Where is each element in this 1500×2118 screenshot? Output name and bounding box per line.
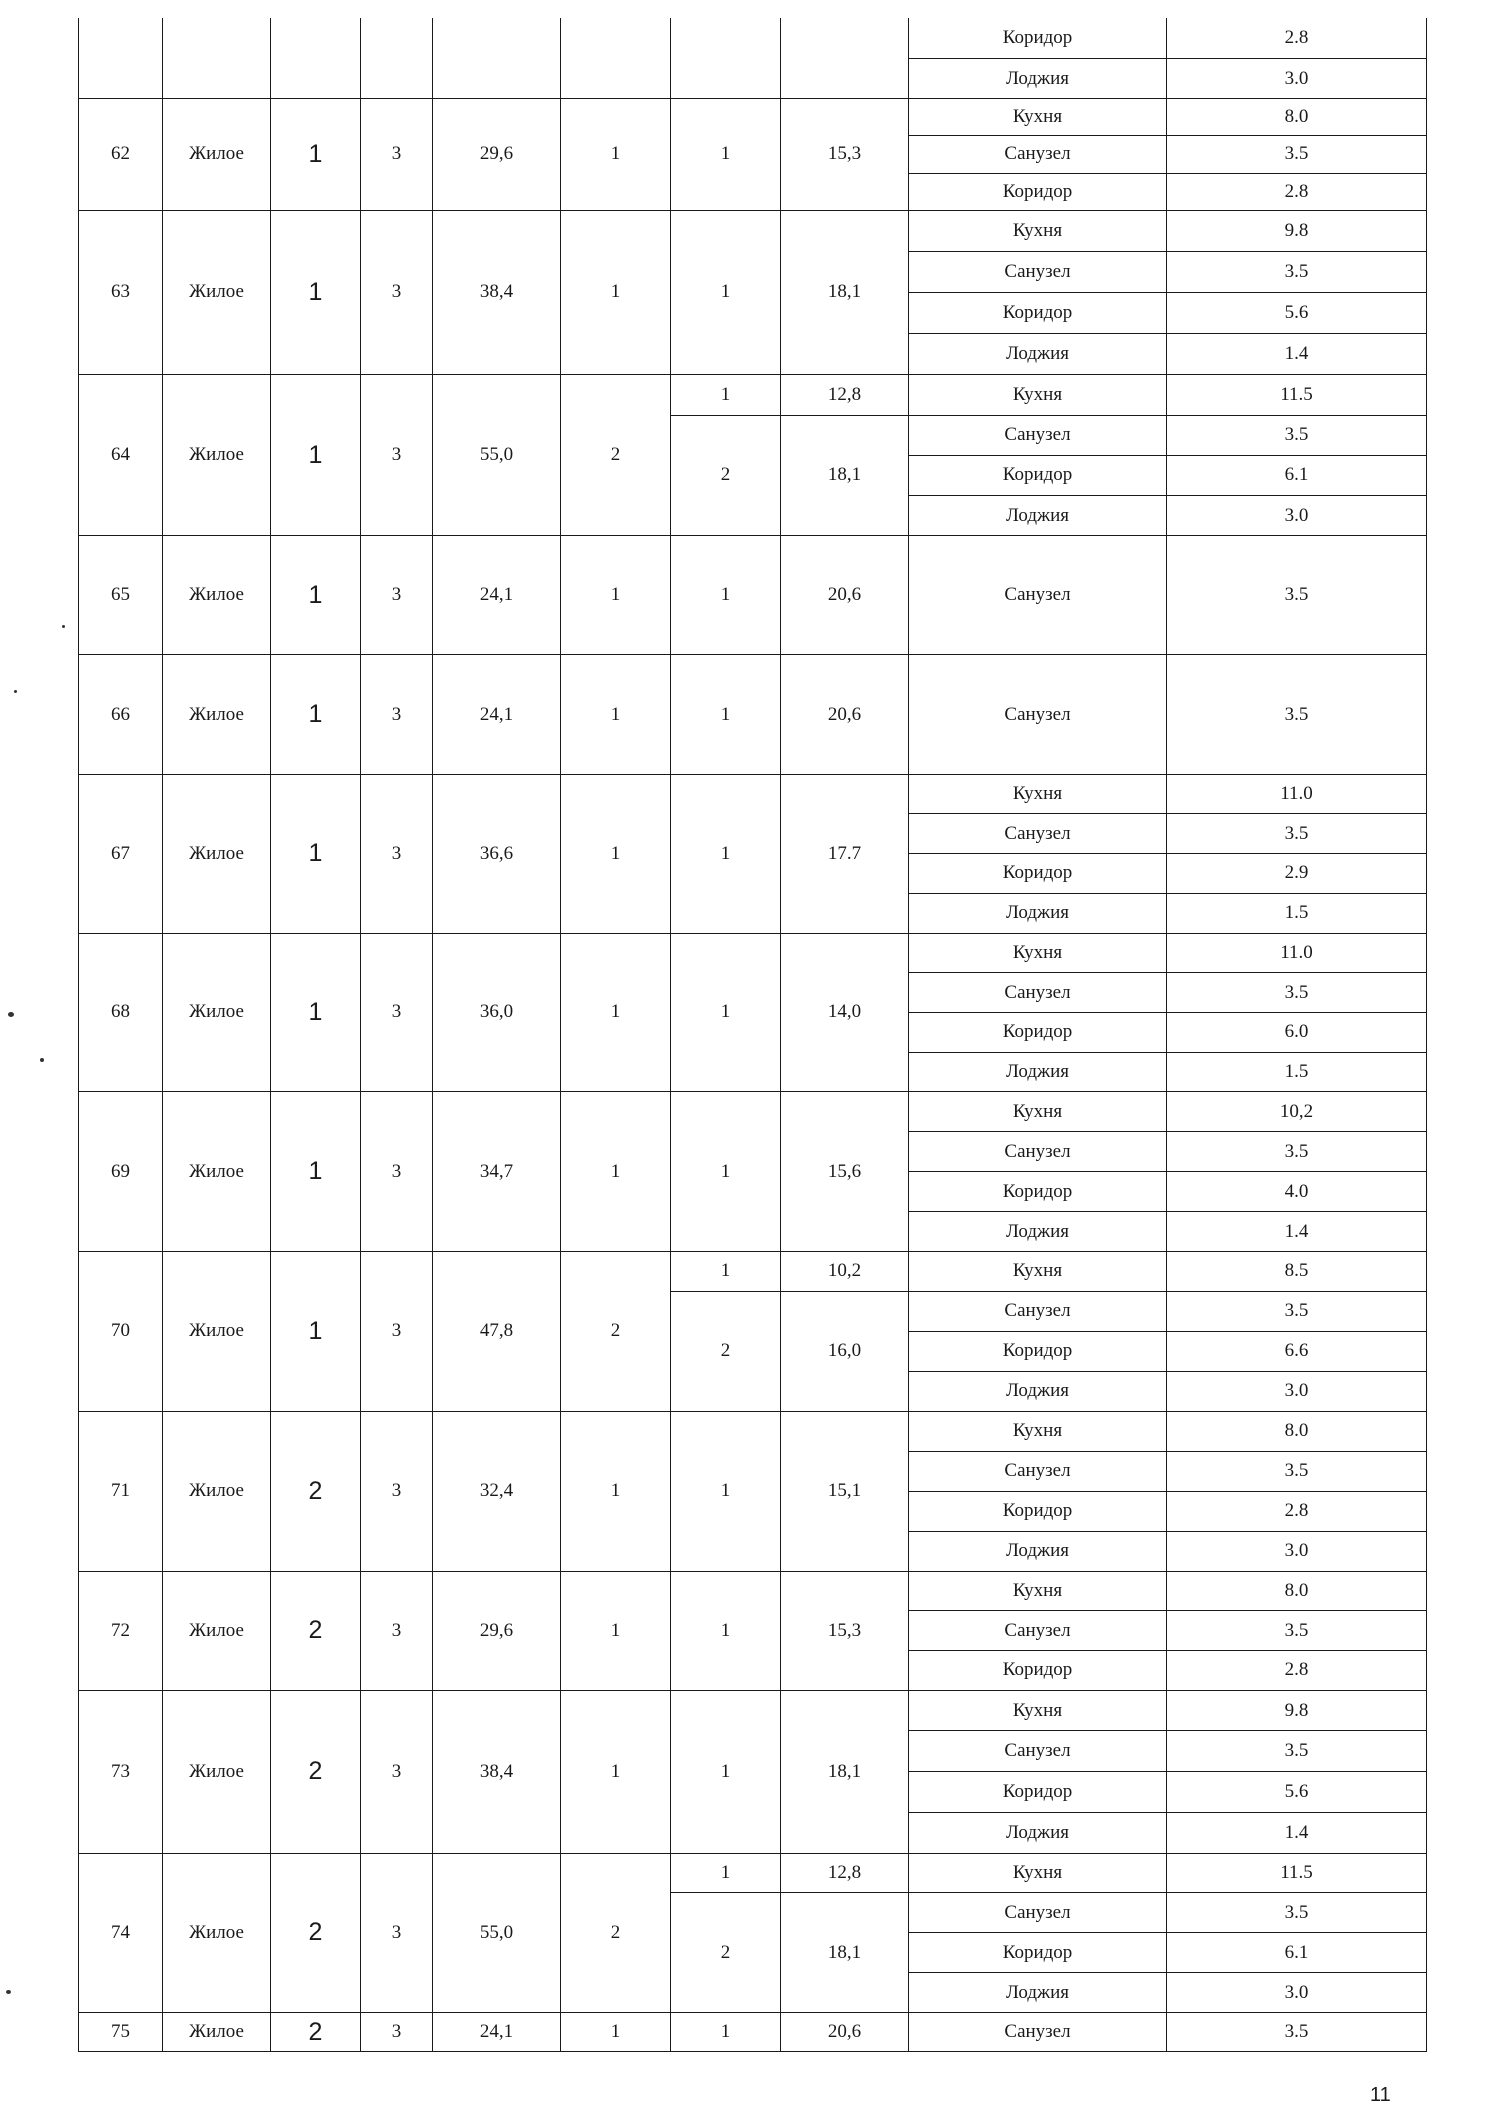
aux-room-name: Кухня <box>909 1252 1167 1292</box>
aux-room-area: 6.1 <box>1167 1933 1427 1973</box>
aux-room-area: 8.0 <box>1167 1571 1427 1611</box>
floor-number: 1 <box>271 655 361 774</box>
living-room-number: 1 <box>671 1853 781 1893</box>
rooms-count: 1 <box>561 99 671 210</box>
total-area: 32,4 <box>433 1411 561 1571</box>
empty-cell <box>671 18 781 99</box>
aux-room-name: Санузел <box>909 973 1167 1013</box>
premises-type: Жилое <box>163 655 271 774</box>
column-4-value: 3 <box>361 2013 433 2052</box>
apartment-number: 65 <box>79 536 163 655</box>
aux-room-name: Кухня <box>909 933 1167 973</box>
apartment-table-sheet <box>78 18 1426 2052</box>
aux-room-name: Коридор <box>909 854 1167 894</box>
aux-room-area: 3.5 <box>1167 251 1427 292</box>
rooms-count: 1 <box>561 1571 671 1690</box>
total-area: 38,4 <box>433 210 561 375</box>
living-room-number: 1 <box>671 1411 781 1571</box>
aux-room-name: Кухня <box>909 1092 1167 1132</box>
aux-room-name: Коридор <box>909 18 1167 58</box>
premises-type: Жилое <box>163 1252 271 1412</box>
apartment-number: 62 <box>79 99 163 210</box>
apartment-number: 75 <box>79 2013 163 2052</box>
total-area: 55,0 <box>433 1853 561 2013</box>
premises-type: Жилое <box>163 1411 271 1571</box>
aux-room-area: 11.0 <box>1167 774 1427 814</box>
aux-room-name: Санузел <box>909 251 1167 292</box>
living-room-number: 2 <box>671 415 781 536</box>
aux-room-name: Коридор <box>909 455 1167 495</box>
column-4-value: 3 <box>361 375 433 536</box>
apartment-number: 68 <box>79 933 163 1092</box>
aux-room-area: 3.5 <box>1167 1291 1427 1331</box>
aux-room-area: 6.6 <box>1167 1331 1427 1371</box>
aux-room-name: Лоджия <box>909 893 1167 933</box>
floor-number: 1 <box>271 933 361 1092</box>
aux-room-name: Санузел <box>909 415 1167 455</box>
table-row <box>79 1571 1427 1611</box>
aux-room-area: 3.5 <box>1167 1611 1427 1651</box>
total-area: 24,1 <box>433 536 561 655</box>
aux-room-name: Санузел <box>909 536 1167 655</box>
apartment-number: 67 <box>79 774 163 933</box>
aux-room-name: Коридор <box>909 1012 1167 1052</box>
page-number: 11 <box>1370 2084 1391 2106</box>
table-row <box>79 1411 1427 1451</box>
aux-room-area: 3.0 <box>1167 1371 1427 1411</box>
empty-cell <box>781 18 909 99</box>
floor-number: 1 <box>271 1252 361 1412</box>
rooms-count: 1 <box>561 1092 671 1252</box>
living-room-number: 1 <box>671 2013 781 2052</box>
living-room-area: 18,1 <box>781 1690 909 1853</box>
aux-room-name: Коридор <box>909 1331 1167 1371</box>
premises-type: Жилое <box>163 2013 271 2052</box>
scan-speck <box>8 1012 14 1017</box>
floor-number: 2 <box>271 1411 361 1571</box>
aux-room-area: 6.0 <box>1167 1012 1427 1052</box>
apartment-number: 69 <box>79 1092 163 1252</box>
living-room-area: 12,8 <box>781 1853 909 1893</box>
aux-room-name: Санузел <box>909 655 1167 774</box>
living-room-number: 1 <box>671 210 781 375</box>
aux-room-area: 3.5 <box>1167 136 1427 173</box>
aux-room-area: 3.5 <box>1167 655 1427 774</box>
aux-room-area: 2.8 <box>1167 18 1427 58</box>
floor-number: 2 <box>271 1571 361 1690</box>
table-row <box>79 774 1427 814</box>
apartment-number: 63 <box>79 210 163 375</box>
table-row <box>79 1252 1427 1292</box>
living-room-area: 17.7 <box>781 774 909 933</box>
premises-type: Жилое <box>163 1853 271 2013</box>
aux-room-area: 5.6 <box>1167 292 1427 333</box>
table-row <box>79 536 1427 655</box>
premises-type: Жилое <box>163 210 271 375</box>
empty-cell <box>79 18 163 99</box>
aux-room-name: Лоджия <box>909 1212 1167 1252</box>
aux-room-area: 10,2 <box>1167 1092 1427 1132</box>
apartment-number: 71 <box>79 1411 163 1571</box>
apartment-number: 64 <box>79 375 163 536</box>
living-room-number: 2 <box>671 1291 781 1411</box>
rooms-count: 2 <box>561 1252 671 1412</box>
table-row <box>79 1853 1427 1893</box>
living-room-area: 14,0 <box>781 933 909 1092</box>
column-4-value: 3 <box>361 1252 433 1412</box>
rooms-count: 1 <box>561 774 671 933</box>
aux-room-name: Лоджия <box>909 58 1167 98</box>
living-room-number: 1 <box>671 774 781 933</box>
total-area: 29,6 <box>433 1571 561 1690</box>
living-room-area: 15,6 <box>781 1092 909 1252</box>
floor-number: 1 <box>271 210 361 375</box>
living-room-number: 1 <box>671 1690 781 1853</box>
aux-room-name: Коридор <box>909 1933 1167 1973</box>
aux-room-name: Коридор <box>909 292 1167 333</box>
aux-room-name: Санузел <box>909 1291 1167 1331</box>
aux-room-name: Кухня <box>909 774 1167 814</box>
aux-room-name: Кухня <box>909 1571 1167 1611</box>
premises-type: Жилое <box>163 99 271 210</box>
aux-room-area: 1.4 <box>1167 1212 1427 1252</box>
living-room-area: 10,2 <box>781 1252 909 1292</box>
table-row <box>79 18 1427 58</box>
aux-room-name: Санузел <box>909 1132 1167 1172</box>
aux-room-area: 2.8 <box>1167 173 1427 210</box>
aux-room-name: Кухня <box>909 210 1167 251</box>
floor-number: 1 <box>271 375 361 536</box>
table-row <box>79 933 1427 973</box>
aux-room-name: Коридор <box>909 1172 1167 1212</box>
empty-cell <box>561 18 671 99</box>
column-4-value: 3 <box>361 1571 433 1690</box>
aux-room-area: 1.4 <box>1167 1812 1427 1853</box>
premises-type: Жилое <box>163 1690 271 1853</box>
aux-room-name: Кухня <box>909 1411 1167 1451</box>
empty-cell <box>433 18 561 99</box>
aux-room-area: 3.0 <box>1167 1973 1427 2013</box>
aux-room-area: 8.0 <box>1167 1411 1427 1451</box>
apartment-number: 70 <box>79 1252 163 1412</box>
floor-number: 2 <box>271 1853 361 2013</box>
rooms-count: 1 <box>561 655 671 774</box>
living-room-area: 20,6 <box>781 655 909 774</box>
column-4-value: 3 <box>361 1690 433 1853</box>
aux-room-area: 2.9 <box>1167 854 1427 894</box>
scan-speck <box>6 1990 11 1994</box>
living-room-number: 1 <box>671 375 781 415</box>
aux-room-area: 11.0 <box>1167 933 1427 973</box>
living-room-number: 1 <box>671 655 781 774</box>
aux-room-area: 1.5 <box>1167 1052 1427 1092</box>
aux-room-name: Кухня <box>909 375 1167 415</box>
living-room-area: 20,6 <box>781 536 909 655</box>
aux-room-name: Коридор <box>909 1772 1167 1813</box>
aux-room-name: Коридор <box>909 1491 1167 1531</box>
column-4-value: 3 <box>361 99 433 210</box>
rooms-count: 1 <box>561 210 671 375</box>
floor-number: 1 <box>271 99 361 210</box>
premises-type: Жилое <box>163 375 271 536</box>
total-area: 24,1 <box>433 2013 561 2052</box>
living-room-area: 20,6 <box>781 2013 909 2052</box>
empty-cell <box>163 18 271 99</box>
table-row <box>79 1690 1427 1731</box>
table-row <box>79 655 1427 774</box>
rooms-count: 2 <box>561 1853 671 2013</box>
aux-room-name: Санузел <box>909 1731 1167 1772</box>
rooms-count: 1 <box>561 1411 671 1571</box>
apartment-number: 66 <box>79 655 163 774</box>
aux-room-area: 8.5 <box>1167 1252 1427 1292</box>
aux-room-name: Санузел <box>909 1893 1167 1933</box>
living-room-number: 1 <box>671 933 781 1092</box>
total-area: 38,4 <box>433 1690 561 1853</box>
column-4-value: 3 <box>361 655 433 774</box>
scan-speck <box>62 625 65 628</box>
aux-room-name: Санузел <box>909 2013 1167 2052</box>
floor-number: 1 <box>271 536 361 655</box>
total-area: 36,6 <box>433 774 561 933</box>
rooms-count: 1 <box>561 1690 671 1853</box>
aux-room-area: 3.5 <box>1167 1893 1427 1933</box>
aux-room-name: Санузел <box>909 1451 1167 1491</box>
living-room-area: 15,3 <box>781 99 909 210</box>
aux-room-name: Лоджия <box>909 334 1167 375</box>
living-room-number: 2 <box>671 1893 781 2013</box>
scan-speck <box>40 1058 44 1062</box>
living-room-area: 18,1 <box>781 1893 909 2013</box>
living-room-number: 1 <box>671 99 781 210</box>
aux-room-name: Лоджия <box>909 1371 1167 1411</box>
living-room-number: 1 <box>671 1571 781 1690</box>
living-room-area: 12,8 <box>781 375 909 415</box>
aux-room-name: Лоджия <box>909 495 1167 535</box>
rooms-count: 1 <box>561 2013 671 2052</box>
aux-room-name: Кухня <box>909 1853 1167 1893</box>
living-room-area: 16,0 <box>781 1291 909 1411</box>
table-row <box>79 1092 1427 1132</box>
living-room-number: 1 <box>671 1252 781 1292</box>
rooms-count: 1 <box>561 536 671 655</box>
aux-room-name: Лоджия <box>909 1973 1167 2013</box>
aux-room-area: 5.6 <box>1167 1772 1427 1813</box>
scan-speck <box>14 690 17 693</box>
living-room-number: 1 <box>671 536 781 655</box>
column-4-value: 3 <box>361 210 433 375</box>
rooms-count: 1 <box>561 933 671 1092</box>
apartment-number: 73 <box>79 1690 163 1853</box>
aux-room-name: Кухня <box>909 1690 1167 1731</box>
aux-room-name: Санузел <box>909 1611 1167 1651</box>
premises-type: Жилое <box>163 536 271 655</box>
table-row <box>79 99 1427 136</box>
total-area: 47,8 <box>433 1252 561 1412</box>
floor-number: 2 <box>271 1690 361 1853</box>
total-area: 55,0 <box>433 375 561 536</box>
aux-room-area: 3.5 <box>1167 2013 1427 2052</box>
aux-room-area: 11.5 <box>1167 1853 1427 1893</box>
apartment-number: 72 <box>79 1571 163 1690</box>
aux-room-name: Санузел <box>909 136 1167 173</box>
rooms-count: 2 <box>561 375 671 536</box>
floor-number: 2 <box>271 2013 361 2052</box>
premises-type: Жилое <box>163 1571 271 1690</box>
premises-type: Жилое <box>163 774 271 933</box>
column-4-value: 3 <box>361 1411 433 1571</box>
living-room-number: 1 <box>671 1092 781 1252</box>
floor-number: 1 <box>271 774 361 933</box>
aux-room-area: 11.5 <box>1167 375 1427 415</box>
table-row <box>79 2013 1427 2052</box>
aux-room-area: 6.1 <box>1167 455 1427 495</box>
aux-room-area: 3.5 <box>1167 1731 1427 1772</box>
aux-room-name: Санузел <box>909 814 1167 854</box>
floor-number: 1 <box>271 1092 361 1252</box>
empty-cell <box>271 18 361 99</box>
aux-room-name: Кухня <box>909 99 1167 136</box>
table-body <box>79 18 1427 2052</box>
total-area: 34,7 <box>433 1092 561 1252</box>
column-4-value: 3 <box>361 774 433 933</box>
aux-room-area: 1.5 <box>1167 893 1427 933</box>
premises-type: Жилое <box>163 1092 271 1252</box>
living-room-area: 15,3 <box>781 1571 909 1690</box>
aux-room-area: 4.0 <box>1167 1172 1427 1212</box>
empty-cell <box>361 18 433 99</box>
aux-room-area: 9.8 <box>1167 1690 1427 1731</box>
aux-room-name: Лоджия <box>909 1052 1167 1092</box>
aux-room-area: 8.0 <box>1167 99 1427 136</box>
aux-room-area: 3.5 <box>1167 814 1427 854</box>
aux-room-area: 2.8 <box>1167 1651 1427 1691</box>
total-area: 24,1 <box>433 655 561 774</box>
apartment-number: 74 <box>79 1853 163 2013</box>
column-4-value: 3 <box>361 933 433 1092</box>
aux-room-area: 1.4 <box>1167 334 1427 375</box>
aux-room-name: Коридор <box>909 173 1167 210</box>
living-room-area: 15,1 <box>781 1411 909 1571</box>
aux-room-area: 9.8 <box>1167 210 1427 251</box>
table-row <box>79 210 1427 251</box>
column-4-value: 3 <box>361 536 433 655</box>
aux-room-area: 3.5 <box>1167 536 1427 655</box>
aux-room-area: 3.0 <box>1167 495 1427 535</box>
column-4-value: 3 <box>361 1853 433 2013</box>
aux-room-area: 3.5 <box>1167 415 1427 455</box>
premises-type: Жилое <box>163 933 271 1092</box>
table-row <box>79 375 1427 415</box>
aux-room-area: 3.0 <box>1167 58 1427 98</box>
aux-room-area: 3.5 <box>1167 1451 1427 1491</box>
column-4-value: 3 <box>361 1092 433 1252</box>
living-room-area: 18,1 <box>781 210 909 375</box>
total-area: 29,6 <box>433 99 561 210</box>
aux-room-area: 3.5 <box>1167 973 1427 1013</box>
aux-room-name: Лоджия <box>909 1531 1167 1571</box>
aux-room-area: 2.8 <box>1167 1491 1427 1531</box>
aux-room-name: Коридор <box>909 1651 1167 1691</box>
living-room-area: 18,1 <box>781 415 909 536</box>
aux-room-area: 3.0 <box>1167 1531 1427 1571</box>
aux-room-area: 3.5 <box>1167 1132 1427 1172</box>
apartment-table <box>78 18 1427 2052</box>
aux-room-name: Лоджия <box>909 1812 1167 1853</box>
total-area: 36,0 <box>433 933 561 1092</box>
